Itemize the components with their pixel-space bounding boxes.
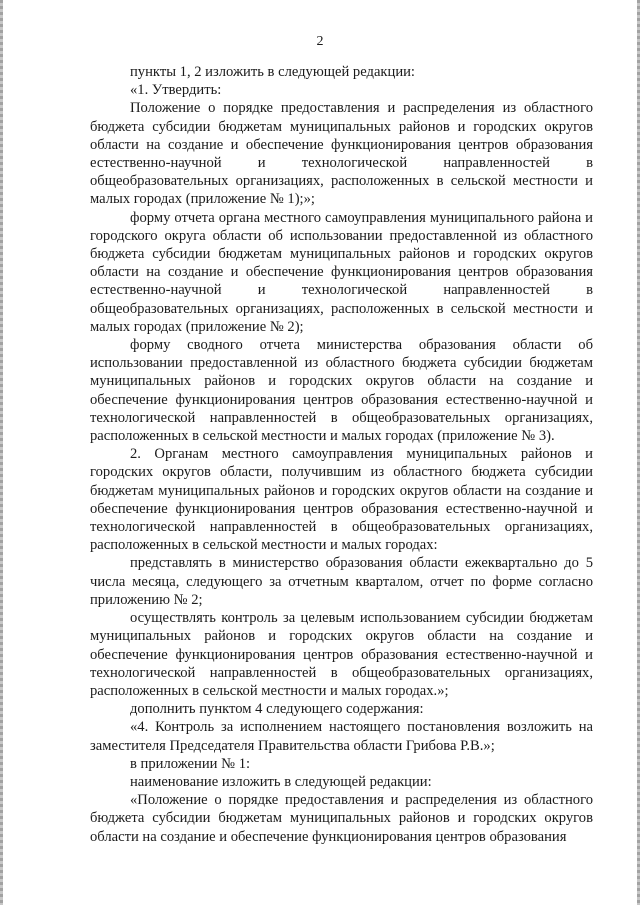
paragraph-2: «1. Утвердить: — [130, 82, 222, 99]
document-body — [90, 63, 593, 846]
scan-edge-left — [0, 0, 3, 905]
paragraph-10: «4. Контроль за исполнением настоящего постановления возложить на заместителя Председателя Правительства области Грибова Р.В.»; — [90, 719, 593, 754]
paragraph-11: в приложении № 1: — [130, 755, 251, 772]
paragraph-7: представлять в министерство образования области ежеквартально до 5 числа месяца, следующего за отчетным кварталом, отчет по форме согласно приложению № 2; — [90, 555, 593, 608]
paragraph-13: «Положение о порядке предоставления и распределения из областного бюджета субсидии бюджетам муниципальных районов и городских округов области на создание и обеспечение функционирования центров образования — [90, 792, 593, 845]
paragraph-4: форму отчета органа местного самоуправления муниципального района и городского округа области об использовании предоставленной из областного бюджета субсидии бюджетам муниципальных районов и городских округов области на создание и обеспечение функционирования центров образования естественно-научной и технологической направленностей в общеобразовательных организациях, расположенных в сельской местности и малых городах (приложение № 2); — [90, 209, 593, 335]
page-number: 2 — [316, 34, 324, 49]
paragraph-5: форму сводного отчета министерства образования области об использовании предоставленной из областного бюджета субсидии бюджетам муниципальных районов и городских округов области на создание и обеспечение функционирования центров образования естественно-научной и технологической направленностей в общеобразовательных организациях, расположенных в сельской местности и малых городах (приложение № 3). — [90, 337, 593, 445]
paragraph-8: осуществлять контроль за целевым использованием субсидии бюджетам муниципальных районов и городских округов области на создание и обеспечение функционирования центров образования естественно-научной и технологической направленностей в общеобразовательных организациях, расположенных в сельской местности и малых городах.»; — [90, 610, 593, 699]
paragraph-6: 2. Органам местного самоуправления муниципальных районов и городских округов области, получившим из областного бюджета субсидии бюджетам муниципальных районов и городских округов области на создание и обеспечение функционирования центров образования естественно-научной и технологической направленностей в общеобразовательных организациях, расположенных в сельской местности и малых городах: — [90, 446, 593, 554]
paragraph-3: Положение о порядке предоставления и распределения из областного бюджета субсидии бюджетам муниципальных районов и городских округов области на создание и обеспечение функционирования центров образования естественно-научной и технологической направленностей в общеобразовательных организациях, расположенных в сельской местности и малых городах (приложение № 1);»; — [90, 100, 593, 208]
paragraph-1: пункты 1, 2 изложить в следующей редакции: — [130, 64, 415, 80]
paragraph-9: дополнить пунктом 4 следующего содержания: — [130, 701, 424, 718]
paragraph-12: наименование изложить в следующей редакции: — [130, 773, 432, 790]
